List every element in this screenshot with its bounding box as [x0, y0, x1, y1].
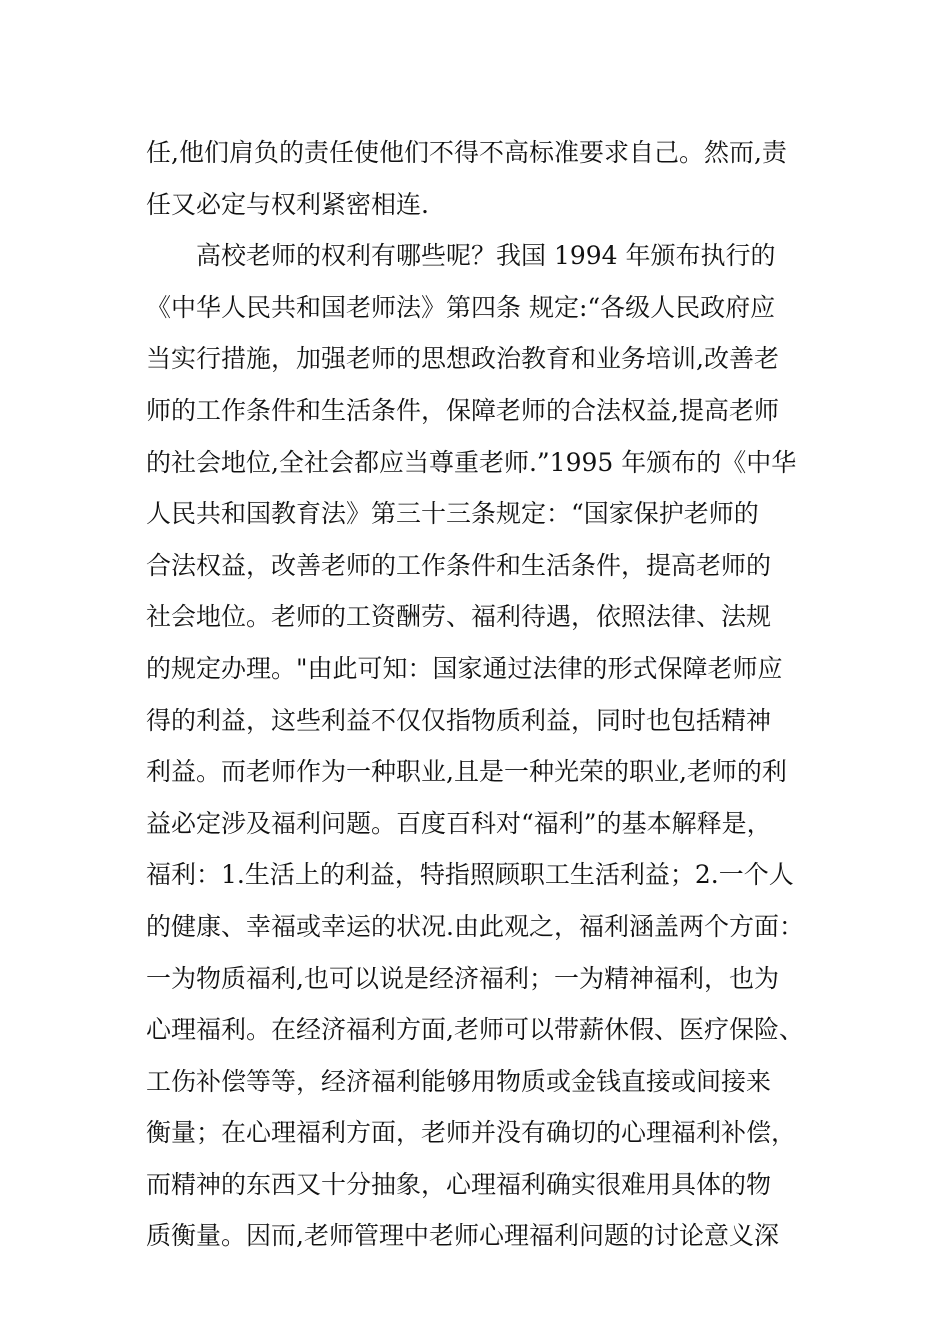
- text-line: 人民共和国教育法》第三十三条规定：“国家保护老师的: [146, 499, 759, 529]
- text-line: 得的利益，这些利益不仅仅指物质利益，同时也包括精神: [146, 705, 772, 735]
- text-line: 心理福利。在经济福利方面,老师可以带薪休假、医疗保险、: [146, 1015, 804, 1045]
- text-line: 合法权益，改善老师的工作条件和生活条件，提高老师的: [146, 550, 772, 580]
- text-line: 高校老师的权利有哪些呢？我国 1994 年颁布执行的: [146, 241, 776, 271]
- text-line: 的社会地位,全社会都应当尊重老师.”1995 年颁布的《中华: [146, 447, 797, 477]
- text-line: 当实行措施，加强老师的思想政治教育和业务培训,改善老: [146, 344, 779, 374]
- text-line: 任,他们肩负的责任使他们不得不高标准要求自己。然而,责: [146, 138, 787, 167]
- text-line: 的规定办理。"由此可知：国家通过法律的形式保障老师应: [146, 653, 783, 683]
- text-line: 社会地位。老师的工资酬劳、福利待遇，依照法律、法规: [146, 602, 772, 632]
- body-text: [146, 127, 816, 1262]
- text-line: 师的工作条件和生活条件，保障老师的合法权益,提高老师: [146, 395, 779, 425]
- text-line: 益必定涉及福利问题。百度百科对“福利”的基本解释是，: [146, 808, 772, 838]
- text-line: 而精神的东西又十分抽象，心理福利确实很难用具体的物: [146, 1169, 772, 1199]
- text-line: 任又必定与权利紧密相连.: [146, 189, 429, 219]
- text-line: 工伤补偿等等，经济福利能够用物质或金钱直接或间接来: [146, 1066, 772, 1096]
- text-line: 《中华人民共和国老师法》第四条 规定:“各级人民政府应: [146, 292, 776, 322]
- text-line: 利益。而老师作为一种职业,且是一种光荣的职业,老师的利: [146, 757, 787, 787]
- text-line: 一为物质福利,也可以说是经济福利；一为精神福利，也为: [146, 963, 779, 993]
- text-line: 质衡量。因而,老师管理中老师心理福利问题的讨论意义深: [146, 1221, 779, 1251]
- text-line: 的健康、幸福或幸运的状况.由此观之，福利涵盖两个方面：: [146, 911, 804, 941]
- text-line: 福利：1.生活上的利益，特指照顾职工生活利益；2.一个人: [146, 860, 794, 890]
- text-line: 衡量；在心理福利方面，老师并没有确切的心理福利补偿，: [146, 1118, 797, 1148]
